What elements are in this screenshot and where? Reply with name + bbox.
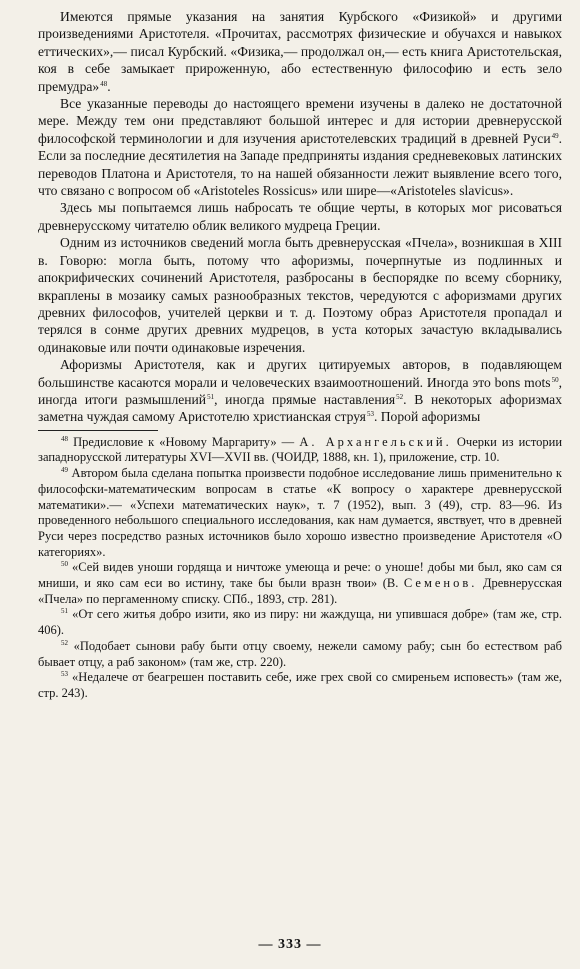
- text: Имеются прямые указания на занятия Курбского «Физикой» и другими произведениями Аристотеля. «Прочитах, рассмотрях физические и обучахся и навыкох еттических»,— писал Курбский. «Физика,— продолжал он,— есть книга Аристотельская, коя в себе замыкает прироженную, або естественную философию и есть зело премудра»: [38, 9, 562, 94]
- text: . В некоторых афоризмах заметна чуждая самому Аристотелю христианская струя: [38, 391, 563, 425]
- footnote-ref[interactable]: 51: [207, 392, 215, 401]
- footnote-number: 52: [61, 638, 68, 647]
- page-number: — 333 —: [258, 937, 322, 952]
- text: «Сей видев уноши гордяща и ничтоже умеюща и рече: о уноше! добы ми был, яко сам ся мниши, и яко сам еси во истину, таке бы были вразн твои» (В.: [38, 560, 562, 591]
- paragraph: Здесь мы попытаемся лишь набросать те общие черты, в которых мог рисоваться древнерусскому читателю облик великого мудреца Греции.: [38, 200, 562, 233]
- footnote-ref[interactable]: 50: [551, 375, 559, 384]
- footnote-number: 50: [61, 560, 68, 569]
- footnote: [38, 466, 562, 560]
- footnote-ref[interactable]: 48: [100, 79, 108, 88]
- text: «От сего житья добро изити, яко из пиру: ни жаждуща, ни упившася добре» (там же, стр. 406).: [38, 607, 563, 638]
- footnote-number: 53: [61, 670, 68, 679]
- text: , иногда итоги размышлений: [38, 374, 562, 407]
- text: Автором была сделана попытка произвести подобное исследование лишь применительно к философски-математическим вопросам в статье «К вопросу о характере древнерусской математики».— «Успехи математических наук», т. 7 (1952), вып. 3 (49), стр. 83—96. Из проведенного небольшого специального исследования, как нам думается, явствует, что в древней Руси через посредство разных источников было хорошо известно произведение Аристотеля «О категориях».: [38, 466, 563, 559]
- author-name: А. Архангельский.: [299, 434, 452, 449]
- main-text: [38, 8, 562, 426]
- footnote-ref[interactable]: 49: [551, 131, 559, 140]
- footnotes: [38, 435, 562, 702]
- footnote: [38, 607, 562, 638]
- paragraph: Одним из источников сведений могла быть древнерусская «Пчела», возникшая в XIII в. Говорю: могла быть, потому что афоризмы, почерпнутые из подлинных и апокрифических сочинений Аристотеля, разбросаны в беспорядке по всему сборнику, вкраплены в мозаику самых разнообразных текстов, чередуются с афоризмами других древних философов, учителей церкви и т. д. Поэтому образ Аристотеля пропадал и терялся в сонме других древних мудрецов, в уста которых зачастую вкладывались одинаковые или почти одинаковые изречения.: [38, 235, 562, 355]
- text: Афоризмы Аристотеля, как и других цитируемых авторов, в подавляющем большинстве касаются морали и человеческих взаимоотношений. Иногда это bons mots: [38, 357, 562, 390]
- text: Предисловие к «Новому Маргариту» —: [73, 434, 295, 449]
- footnote: [38, 435, 562, 466]
- footnote-number: 51: [61, 607, 68, 616]
- text: «Подобает сынови рабу быти отцу своему, нежели самому рабу; сын бо естеством раб бывает отцу, а раб законом» (там же, стр. 220).: [38, 638, 562, 669]
- footnote-number: 48: [61, 434, 68, 443]
- footnote-number: 49: [61, 466, 68, 475]
- footnote: [38, 560, 562, 607]
- text: «Недалече от беагрешен поставить себе, иже грех свой со смиреньем исповесть» (там же, стр. 243).: [38, 670, 562, 700]
- footnote: [38, 670, 562, 701]
- text: , иногда прямые наставления: [214, 391, 396, 407]
- paragraph: Имеются прямые указания на занятия Курбского «Физикой» и другими произведениями Аристотеля. «Прочитах, рассмотрях физические и обучахся и навыкох еттических»,— писал Курбский. «Физика,— продолжал он,— есть книга Аристотельская, коя в себе замыкает прироженную, або естественную философию и есть зело премудра»$^{48}$.: [38, 9, 562, 94]
- text: Все указанные переводы до настоящего времени изучены в далеко не достаточной мере. Между тем они представляют большой интерес и для истории древнерусской философской терминологии и для изучения аристотелевских традиций в древней Руси: [38, 96, 562, 146]
- footnote-ref[interactable]: 53: [366, 410, 374, 419]
- paragraph: [38, 356, 562, 426]
- text: Древнерусская «Пчела» по пергаменному списку. СПб., 1893, стр. 281).: [38, 576, 563, 606]
- footnote-ref[interactable]: 52: [396, 392, 404, 401]
- footnote: [38, 639, 562, 670]
- paragraph: [38, 95, 562, 199]
- text: . Если за последние десятилетия на Западе предприняты издания средневековых латинских переводов Платона и Аристотеля, то на нашей обязанности лежит выявление всего того, что связано с вопросом об «Aristoteles Rossicus» или шире—«Aristoteles slavicus».: [38, 130, 562, 199]
- text: Очерки из истории западнорусской литературы XVI—XVII вв. (ЧОИДР, 1888, кн. 1), приложение, стр. 10.: [38, 434, 563, 465]
- author-name: Семенов.: [403, 576, 478, 591]
- footnote-divider: [38, 430, 158, 431]
- text: . Порой афоризмы: [373, 409, 481, 425]
